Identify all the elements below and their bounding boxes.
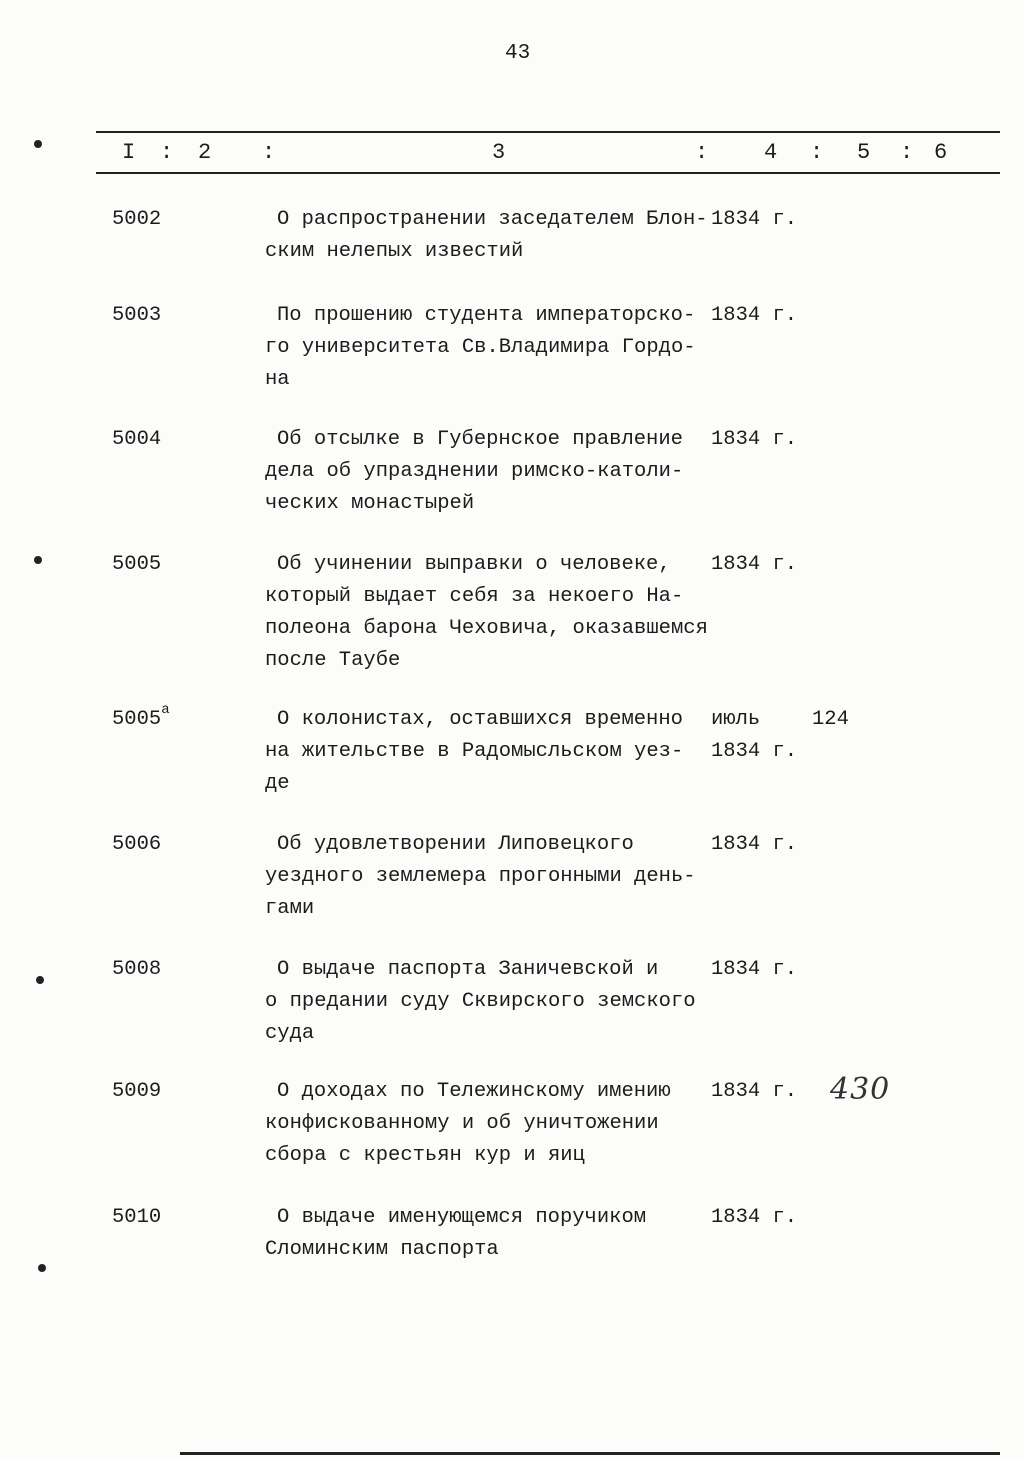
entry-date: 1834 г. (711, 1206, 798, 1229)
entry-number (112, 208, 161, 231)
entry-title-line: Об отсылке в Губернское правление (277, 428, 683, 451)
entry-title-line: О доходах по Тележинскому имению (277, 1080, 671, 1103)
entry-number (112, 833, 161, 856)
col-sep: : (900, 140, 914, 165)
entry-number (112, 304, 161, 327)
entry-number (112, 553, 161, 576)
entry-date: 1834 г. (711, 833, 798, 856)
entry-title-line: уездного землемера прогонными день- (265, 865, 696, 888)
entry-title-line: О выдаче паспорта Заничевской и (277, 958, 659, 981)
entry-title-line: на (265, 368, 290, 391)
entry-number-text: 5002 (112, 208, 162, 231)
entry-number-text: 5010 (112, 1206, 162, 1229)
entry-number-text: 5009 (112, 1080, 162, 1103)
entry-title-line: го университета Св.Владимира Гордо- (265, 336, 696, 359)
entry-title-line: Об учинении выправки о человеке, (277, 553, 671, 576)
entry-date: 1834 г. (711, 208, 798, 231)
entry-date: 1834 г. (711, 1080, 798, 1103)
entry-number (112, 1080, 161, 1103)
page-number: 43 (505, 42, 531, 65)
entry-title-line: О распространении заседателем Блон- (277, 208, 708, 231)
entry-number-text: 5003 (112, 304, 162, 327)
entry-title-line: на жительстве в Радомысльском уез- (265, 740, 684, 763)
col-header-6: 6 (934, 140, 948, 165)
header-bottom-rule (96, 172, 1000, 174)
col-header-4: 4 (764, 140, 778, 165)
entry-title-line: сбора с крестьян кур и яиц (265, 1144, 585, 1167)
entry-number-text: 5006 (112, 833, 162, 856)
col-sep: : (695, 140, 709, 165)
header-top-rule (96, 131, 1000, 133)
entry-date: 1834 г. (711, 428, 798, 451)
col-sep: : (810, 140, 824, 165)
entry-number-text: 5005 (112, 708, 162, 731)
col-sep: : (262, 140, 276, 165)
entry-title-line: По прошению студента императорско- (277, 304, 696, 327)
entry-date: 1834 г. (711, 304, 798, 327)
entry-number-suffix: а (161, 702, 170, 718)
entry-date: июль (711, 708, 761, 731)
entry-title-line: гами (265, 897, 315, 920)
entry-title-line: о предании суду Сквирского земского (265, 990, 696, 1013)
entry-number-text: 5004 (112, 428, 162, 451)
bottom-rule (180, 1452, 1000, 1455)
entry-date: 1834 г. (711, 740, 798, 763)
col-sep: : (160, 140, 174, 165)
entry-title-line: Сломинским паспорта (265, 1238, 499, 1261)
handwritten-number: 430 (830, 1072, 891, 1107)
entry-title-line: суда (265, 1022, 315, 1045)
entry-date: 1834 г. (711, 958, 798, 981)
entry-title-line: ским нелепых известий (265, 240, 524, 263)
entry-title-line: ческих монастырей (265, 492, 475, 515)
entry-title-line: конфискованному и об уничтожении (265, 1112, 659, 1135)
entry-title-line: полеона барона Чеховича, оказавшемся (265, 617, 708, 640)
punch-hole-mark (38, 1264, 46, 1272)
punch-hole-mark (34, 140, 42, 148)
entry-number (112, 702, 170, 731)
entry-title-line: дела об упразднении римско-католи- (265, 460, 684, 483)
col-header-3: 3 (492, 140, 506, 165)
entry-sheet-count: 124 (812, 708, 849, 731)
entry-number-text: 5008 (112, 958, 162, 981)
col-header-2: 2 (198, 140, 212, 165)
entry-title-line: О колонистах, оставшихся временно (277, 708, 683, 731)
col-header-1: I (122, 140, 136, 165)
entry-title-line: де (265, 772, 290, 795)
col-header-5: 5 (857, 140, 871, 165)
entry-number (112, 428, 161, 451)
entry-title-line: О выдаче именующемся поручиком (277, 1206, 647, 1229)
punch-hole-mark (36, 976, 44, 984)
entry-title-line: который выдает себя за некоего На- (265, 585, 684, 608)
entry-date: 1834 г. (711, 553, 798, 576)
entry-number (112, 958, 161, 981)
punch-hole-mark (34, 556, 42, 564)
entry-title-line: Об удовлетворении Липовецкого (277, 833, 634, 856)
entry-title-line: после Таубе (265, 649, 401, 672)
entry-number (112, 1206, 161, 1229)
entry-number-text: 5005 (112, 553, 162, 576)
